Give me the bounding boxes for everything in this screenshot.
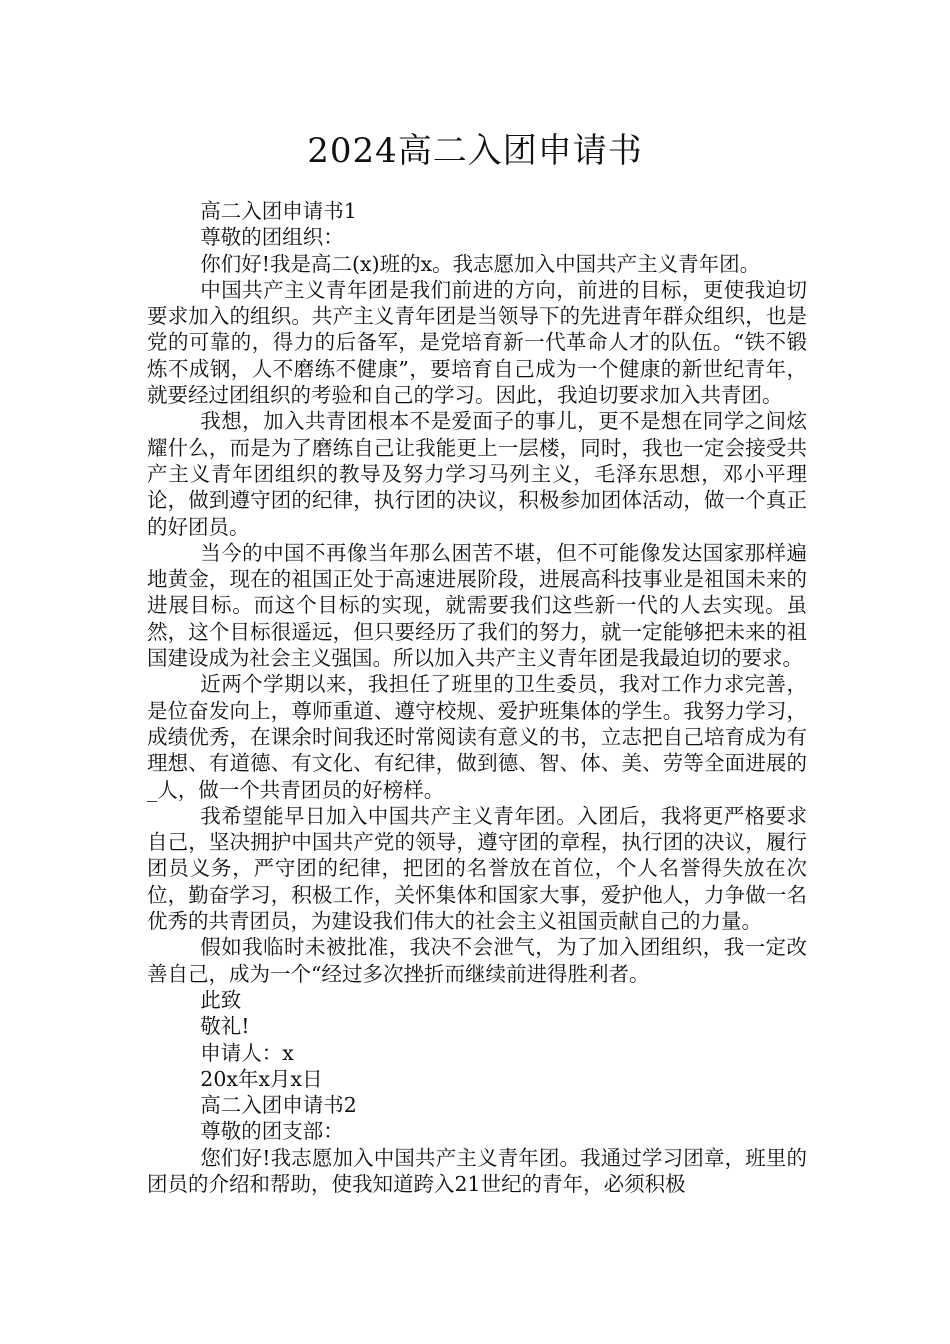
body-paragraph: 中国共产主义青年团是我们前进的方向，前进的目标，更使我迫切要求加入的组织。共产主义青年团是当领导下的先进青年群众组织，也是党的可靠的，得力的后备军，是党培育新一代革命人才的队伍。“铁不锻炼不成钢，人不磨练不健康”，要培育自己成为一个健康的新世纪青年，就要经过团组织的考验和自己的学习。因此，我迫切要求加入共青团。 (147, 277, 807, 408)
document-title: 2024高二入团申请书 (307, 131, 643, 171)
applicant-signature: 申请人：x (200, 1040, 294, 1065)
salutation-1: 尊敬的团组织： (200, 225, 344, 250)
section-heading-1: 高二入团申请书1 (200, 199, 357, 223)
body-paragraph: 我希望能早日加入中国共产主义青年团。入团后，我将更严格要求自己，坚决拥护中国共产党的领导，遵守团的章程，执行团的决议，履行团员义务，严守团的纪律，把团的名誉放在首位，个人名誉得失放在次位，勤奋学习，积极工作，关怀集体和国家大事，爱护他人，力争做一名优秀的共青团员，为建设我们伟大的社会主义祖国贡献自己的力量。 (147, 803, 807, 934)
closing-line: 此致 (200, 987, 242, 1012)
greeting-2: 您们好!我志愿加入中国共产主义青年团。我通过学习团章，班里的团员的介绍和帮助，使我知道跨入21世纪的青年，必须积极 (147, 1145, 807, 1196)
body-paragraph: 我想，加入共青团根本不是爱面子的事儿，更不是想在同学之间炫耀什么，而是为了磨练自己让我能更上一层楼，同时，我也一定会接受共产主义青年团组织的教导及努力学习马列主义，毛泽东思想，邓小平理论，做到遵守团的纪律，执行团的决议，积极参加团体活动，做一个真正的好团员。 (147, 409, 807, 539)
section-heading-2: 高二入团申请书2 (200, 1093, 357, 1118)
date-line: 20x年x月x日 (200, 1066, 323, 1091)
body-paragraph: 当今的中国不再像当年那么困苦不堪，但不可能像发达国家那样遍地黄金，现在的祖国正处于高速进展阶段，进展高科技事业是祖国未来的进展目标。而这个目标的实现，就需要我们这些新一代的人去实现。虽然，这个目标很遥远，但只要经历了我们的努力，就一定能够把未来的祖国建设成为社会主义强国。所以加入共产主义青年团是我最迫切的要求。 (147, 540, 807, 671)
body-paragraph: 假如我临时未被批准，我决不会泄气，为了加入团组织，我一定改善自己，成为一个“经过多次挫折而继续前进得胜利者。 (147, 935, 807, 986)
body-paragraph: 近两个学期以来，我担任了班里的卫生委员，我对工作力求完善，是位奋发向上，尊师重道、遵守校规、爱护班集体的学生。我努力学习，成绩优秀，在课余时间我还时常阅读有意义的书，立志把自己培育成为有理想、有道德、有文化、有纪律，做到德、智、体、美、劳等全面进展的_人，做一个共青团员的好榜样。 (147, 672, 807, 802)
salutation-2: 尊敬的团支部： (200, 1119, 344, 1144)
greeting-1: 你们好!我是高二(x)班的x。我志愿加入中国共产主义青年团。 (200, 251, 761, 276)
document-body (147, 198, 807, 1197)
closing-salute: 敬礼! (200, 1014, 250, 1039)
